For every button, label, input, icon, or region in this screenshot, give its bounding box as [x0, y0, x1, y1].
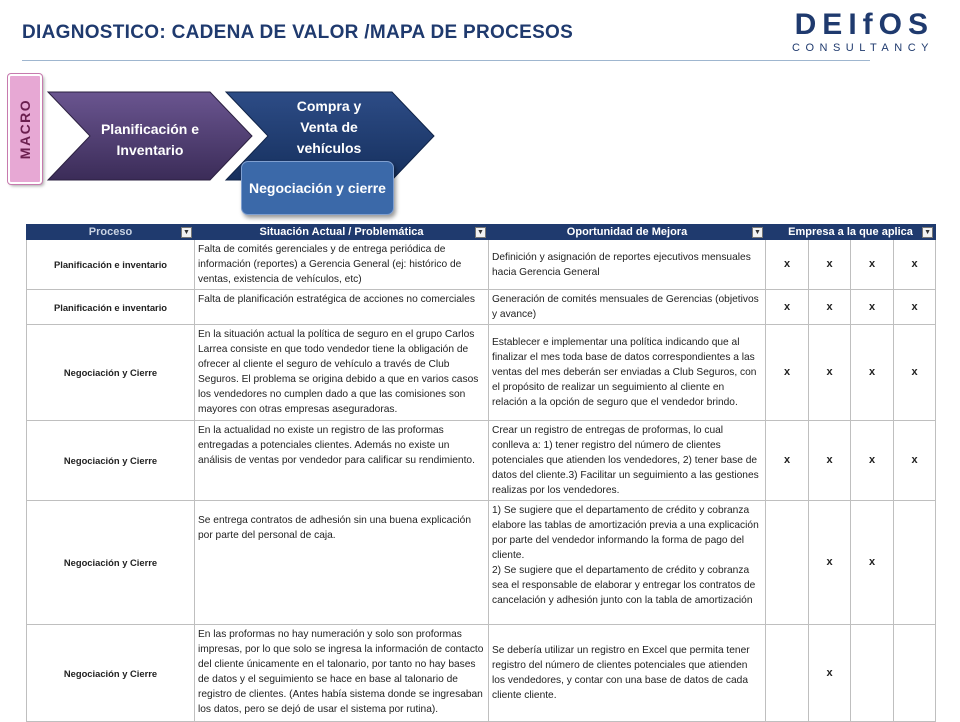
- filter-dropdown-icon[interactable]: ▼: [475, 227, 486, 238]
- cell-oportunidad: [489, 501, 766, 625]
- title-divider: [22, 60, 870, 61]
- cell-mark: x: [851, 290, 894, 325]
- table-row: [27, 240, 936, 290]
- logo-wordmark: DEIfOS: [794, 8, 934, 41]
- negociacion-cierre-box[interactable]: [241, 161, 394, 215]
- cell-proceso: Negociación y Cierre: [27, 325, 195, 421]
- chevron-planificacion-label: Planificación e Inventario: [100, 121, 200, 158]
- cell-mark: x: [894, 290, 936, 325]
- cell-mark: x: [851, 501, 894, 625]
- header-empresa[interactable]: Empresa a la que aplica ▼: [766, 225, 936, 240]
- cell-oportunidad: Crear un registro de entregas de proformas, lo cual conlleva a: 1) tener registro del número de clientes potenciales que atienden los vendedores, 2) tener base de datos del cliente.3) Facilitar un seguimiento a las gestiones realizas por los vendedores.: [489, 421, 766, 501]
- cell-mark: x: [766, 240, 809, 290]
- table-row: [27, 290, 936, 325]
- cell-mark: x: [809, 501, 851, 625]
- process-table: [26, 224, 936, 722]
- cell-mark: x: [851, 421, 894, 501]
- cell-proceso: Planificación e inventario: [27, 240, 195, 290]
- cell-situacion: En la actualidad no existe un registro de las proformas entregadas a potenciales clientes. Además no existe un análisis de ventas por vendedor para calificar su rendimiento.: [195, 421, 489, 501]
- cell-oportunidad: Definición y asignación de reportes ejecutivos mensuales hacia Gerencia General: [489, 240, 766, 290]
- cell-mark: [894, 625, 936, 722]
- table-row: [27, 325, 936, 421]
- page-title: DIAGNOSTICO: CADENA DE VALOR /MAPA DE PROCESOS: [22, 22, 574, 43]
- cell-mark: [766, 501, 809, 625]
- cell-mark: x: [894, 240, 936, 290]
- cell-mark: x: [809, 421, 851, 501]
- macro-label: MACRO: [17, 98, 34, 160]
- cell-mark: [851, 625, 894, 722]
- cell-situacion: En la situación actual la política de seguro en el grupo Carlos Larrea consiste en que todo vendedor tiene la obligación de ofrecer al cliente el seguro de vehículo a través de Club Seguros. El problema se origina debido a que en varios casos los vendedores no cumplen dado a que las comisiones son mayores con otras empresas aseguradoras.: [195, 325, 489, 421]
- table-header-row: [27, 225, 936, 240]
- table-row: [27, 421, 936, 501]
- cell-situacion: Se entrega contratos de adhesión sin una buena explicación por parte del personal de caja.: [195, 501, 489, 625]
- oportunidad-part-1: 1) Se sugiere que el departamento de crédito y cobranza elabore las tablas de amortización previa a una explicación por parte del vendedor informando la forma de pago del cliente.: [492, 505, 759, 561]
- header-oportunidad[interactable]: Oportunidad de Mejora ▼: [489, 225, 766, 240]
- logo-tagline: CONSULTANCY: [792, 42, 934, 54]
- macro-tab[interactable]: [8, 74, 42, 184]
- cell-proceso: Negociación y Cierre: [27, 625, 195, 722]
- cell-mark: x: [766, 325, 809, 421]
- cell-mark: x: [809, 290, 851, 325]
- header-situacion[interactable]: Situación Actual / Problemática ▼: [195, 225, 489, 240]
- negociacion-cierre-label: Negociación y cierre: [249, 179, 386, 196]
- cell-mark: [894, 501, 936, 625]
- cell-mark: x: [894, 421, 936, 501]
- cell-oportunidad: Generación de comités mensuales de Gerencias (objetivos y avance): [489, 290, 766, 325]
- cell-mark: x: [809, 625, 851, 722]
- table-row: [27, 501, 936, 625]
- cell-oportunidad: Establecer e implementar una política indicando que al finalizar el mes toda base de datos correspondientes a las ventas del mes deberán ser enviadas a Club Seguros, con el propósito de realizar un seguimiento al cliente en relación a la opción de seguro que el vendedor brindo.: [489, 325, 766, 421]
- chevron-compra-venta-label: Compra y Venta de vehículos: [296, 98, 362, 156]
- cell-mark: x: [766, 290, 809, 325]
- filter-dropdown-icon[interactable]: ▼: [922, 227, 933, 238]
- header-proceso[interactable]: Proceso ▼: [27, 225, 195, 240]
- cell-mark: x: [851, 240, 894, 290]
- cell-oportunidad: Se debería utilizar un registro en Excel que permita tener registro del número de clientes potenciales que atienden los vendedores, y contar con una base de datos de cada cliente cliente.: [489, 625, 766, 722]
- table-row: [27, 625, 936, 722]
- oportunidad-part-2: 2) Se sugiere que el departamento de crédito y cobranza sea el responsable de elaborar y entregar los contratos de cancelación y adhesión junto con la tabla de amortización: [492, 565, 756, 606]
- cell-mark: [766, 625, 809, 722]
- filter-dropdown-icon[interactable]: ▼: [752, 227, 763, 238]
- filter-dropdown-icon[interactable]: ▼: [181, 227, 192, 238]
- cell-proceso: Planificación e inventario: [27, 290, 195, 325]
- cell-situacion: En las proformas no hay numeración y solo son proformas impresas, por lo que solo se ingresa la información de contacto del cliente únicamente en el talonario, por tanto no hay bases de datos y el seguimiento se hace en base al talonario de registro de clientes. (Antes había sistema donde se ingresaban los datos, pero se dejó de usar el sistema por rutina).: [195, 625, 489, 722]
- cell-mark: x: [851, 325, 894, 421]
- company-logo: [792, 10, 934, 54]
- cell-proceso: Negociación y Cierre: [27, 501, 195, 625]
- cell-mark: x: [809, 240, 851, 290]
- cell-situacion: Falta de planificación estratégica de acciones no comerciales: [195, 290, 489, 325]
- cell-mark: x: [766, 421, 809, 501]
- cell-mark: x: [894, 325, 936, 421]
- cell-situacion: Falta de comités gerenciales y de entrega periódica de información (reportes) a Gerencia General (ej: histórico de ventas, existencia de vehículos, etc): [195, 240, 489, 290]
- cell-mark: x: [809, 325, 851, 421]
- cell-proceso: Negociación y Cierre: [27, 421, 195, 501]
